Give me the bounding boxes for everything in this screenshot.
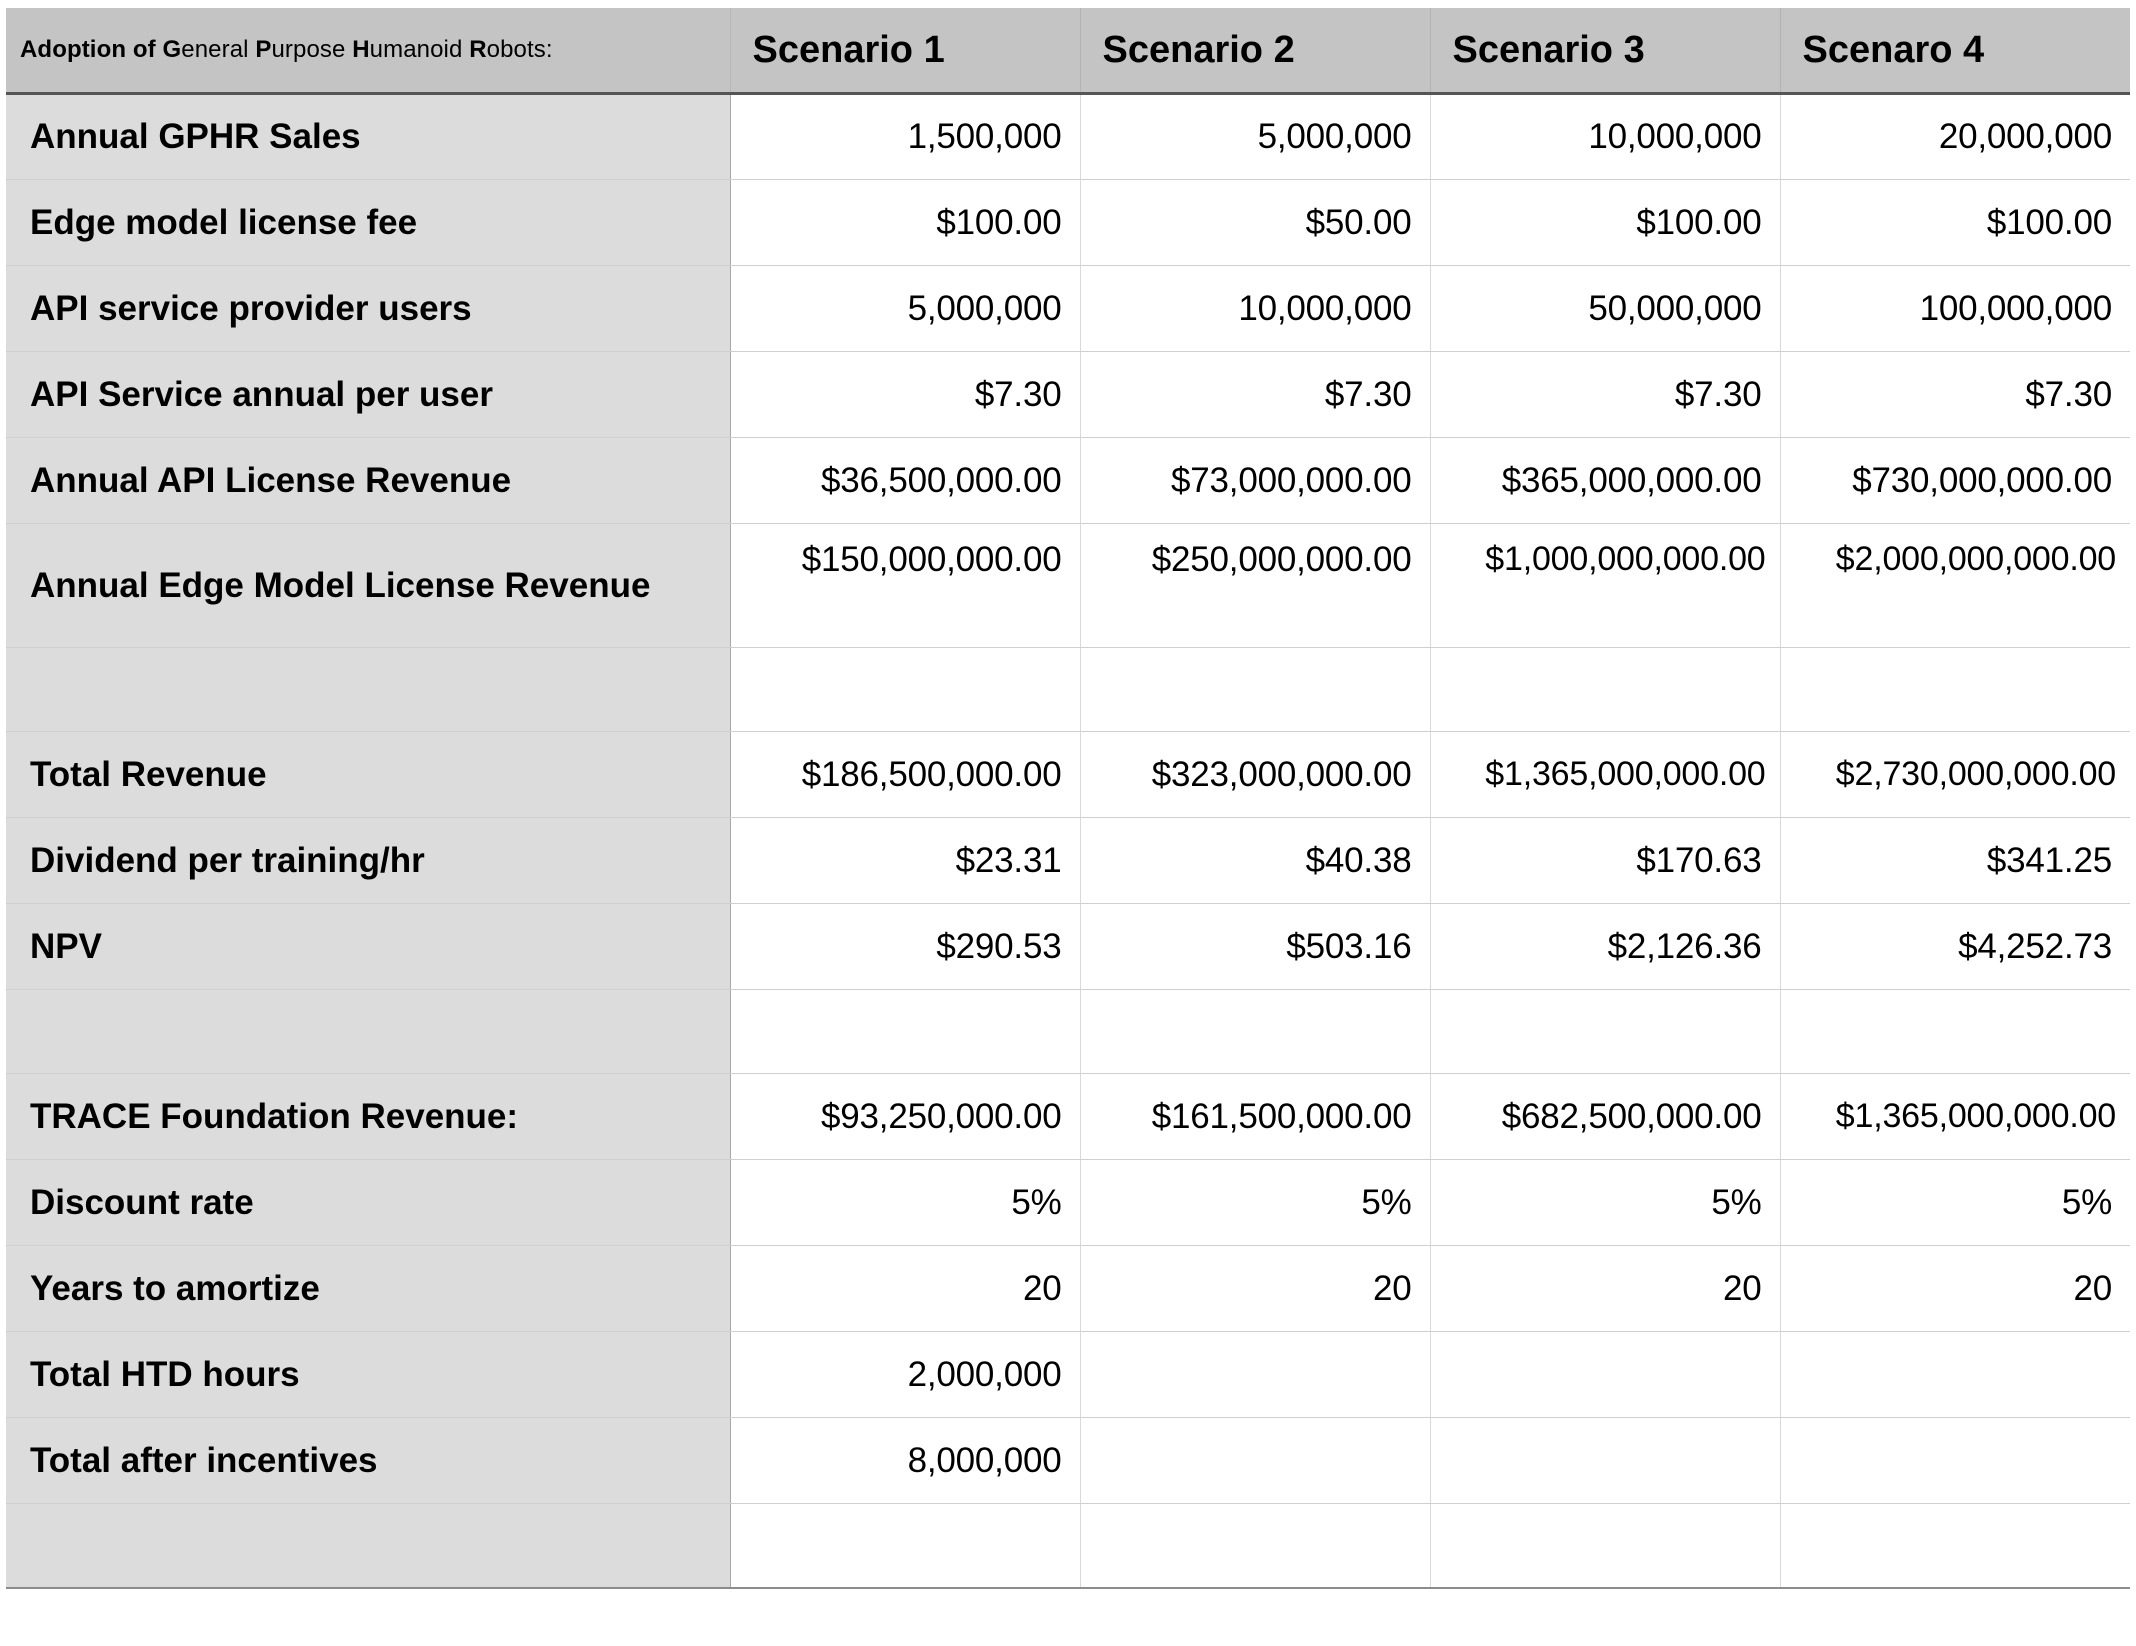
cell-r6-c1[interactable] <box>730 648 1080 732</box>
cell-r16-c2[interactable] <box>1080 1504 1430 1588</box>
cell-r12-c3[interactable]: 5% <box>1430 1160 1780 1246</box>
cell-r15-c4[interactable] <box>1780 1418 2130 1504</box>
scenario-comparison-table <box>6 8 2130 1589</box>
cell-r12-c4[interactable]: 5% <box>1780 1160 2130 1246</box>
table-spacer-row <box>6 648 2130 732</box>
table-row <box>6 818 2130 904</box>
cell-r3-c4[interactable]: $7.30 <box>1780 352 2130 438</box>
cell-r14-c2[interactable] <box>1080 1332 1430 1418</box>
cell-r14-c4[interactable] <box>1780 1332 2130 1418</box>
cell-r9-c2[interactable]: $503.16 <box>1080 904 1430 990</box>
table-row <box>6 1418 2130 1504</box>
column-header-scenario-3[interactable]: Scenario 3 <box>1430 8 1780 94</box>
cell-r9-c4[interactable]: $4,252.73 <box>1780 904 2130 990</box>
cell-r7-c1[interactable]: $186,500,000.00 <box>730 732 1080 818</box>
table-row <box>6 1246 2130 1332</box>
cell-r7-c2[interactable]: $323,000,000.00 <box>1080 732 1430 818</box>
cell-r5-c1[interactable]: $150,000,000.00 <box>730 524 1080 648</box>
row-label[interactable] <box>6 648 730 732</box>
cell-r7-c4[interactable]: $2,730,000,000.00 <box>1780 732 2130 818</box>
cell-r13-c4[interactable]: 20 <box>1780 1246 2130 1332</box>
cell-r4-c3[interactable]: $365,000,000.00 <box>1430 438 1780 524</box>
table-row <box>6 524 2130 648</box>
cell-r13-c1[interactable]: 20 <box>730 1246 1080 1332</box>
cell-r14-c3[interactable] <box>1430 1332 1780 1418</box>
row-label[interactable]: API service provider users <box>6 266 730 352</box>
row-label[interactable]: Years to amortize <box>6 1246 730 1332</box>
row-label[interactable]: NPV <box>6 904 730 990</box>
table-row <box>6 732 2130 818</box>
table-row <box>6 904 2130 990</box>
table-header-row <box>6 8 2130 94</box>
cell-r13-c3[interactable]: 20 <box>1430 1246 1780 1332</box>
cell-r16-c1[interactable] <box>730 1504 1080 1588</box>
table-row <box>6 94 2130 180</box>
row-label[interactable]: TRACE Foundation Revenue: <box>6 1074 730 1160</box>
cell-r16-c4[interactable] <box>1780 1504 2130 1588</box>
cell-r11-c4[interactable]: $1,365,000,000.00 <box>1780 1074 2130 1160</box>
cell-r2-c1[interactable]: 5,000,000 <box>730 266 1080 352</box>
cell-r4-c2[interactable]: $73,000,000.00 <box>1080 438 1430 524</box>
cell-r5-c4[interactable]: $2,000,000,000.00 <box>1780 524 2130 648</box>
cell-r2-c2[interactable]: 10,000,000 <box>1080 266 1430 352</box>
cell-r0-c1[interactable]: 1,500,000 <box>730 94 1080 180</box>
cell-r10-c1[interactable] <box>730 990 1080 1074</box>
cell-r11-c2[interactable]: $161,500,000.00 <box>1080 1074 1430 1160</box>
cell-r0-c4[interactable]: 20,000,000 <box>1780 94 2130 180</box>
row-label[interactable] <box>6 1504 730 1588</box>
row-label[interactable]: Total after incentives <box>6 1418 730 1504</box>
table-spacer-row <box>6 990 2130 1074</box>
cell-r7-c3[interactable]: $1,365,000,000.00 <box>1430 732 1780 818</box>
cell-r9-c3[interactable]: $2,126.36 <box>1430 904 1780 990</box>
cell-r9-c1[interactable]: $290.53 <box>730 904 1080 990</box>
cell-r5-c3[interactable]: $1,000,000,000.00 <box>1430 524 1780 648</box>
cell-r3-c2[interactable]: $7.30 <box>1080 352 1430 438</box>
column-header-scenario-2[interactable]: Scenario 2 <box>1080 8 1430 94</box>
cell-r2-c3[interactable]: 50,000,000 <box>1430 266 1780 352</box>
cell-r15-c3[interactable] <box>1430 1418 1780 1504</box>
row-label[interactable]: Total HTD hours <box>6 1332 730 1418</box>
cell-r8-c2[interactable]: $40.38 <box>1080 818 1430 904</box>
cell-r6-c4[interactable] <box>1780 648 2130 732</box>
column-header-scenario-1[interactable]: Scenario 1 <box>730 8 1080 94</box>
table-title-cell <box>6 8 730 94</box>
table-row <box>6 438 2130 524</box>
row-label[interactable]: Edge model license fee <box>6 180 730 266</box>
cell-r6-c3[interactable] <box>1430 648 1780 732</box>
cell-r3-c1[interactable]: $7.30 <box>730 352 1080 438</box>
cell-r1-c1[interactable]: $100.00 <box>730 180 1080 266</box>
row-label[interactable]: Discount rate <box>6 1160 730 1246</box>
cell-r10-c4[interactable] <box>1780 990 2130 1074</box>
cell-r3-c3[interactable]: $7.30 <box>1430 352 1780 438</box>
cell-r15-c2[interactable] <box>1080 1418 1430 1504</box>
cell-r13-c2[interactable]: 20 <box>1080 1246 1430 1332</box>
cell-r2-c4[interactable]: 100,000,000 <box>1780 266 2130 352</box>
table-title-text: Adoption of General Purpose Humanoid Robots: <box>20 36 553 63</box>
cell-r5-c2[interactable]: $250,000,000.00 <box>1080 524 1430 648</box>
cell-r0-c3[interactable]: 10,000,000 <box>1430 94 1780 180</box>
cell-r6-c2[interactable] <box>1080 648 1430 732</box>
table-row <box>6 1074 2130 1160</box>
cell-r11-c3[interactable]: $682,500,000.00 <box>1430 1074 1780 1160</box>
cell-r14-c1[interactable]: 2,000,000 <box>730 1332 1080 1418</box>
cell-r1-c3[interactable]: $100.00 <box>1430 180 1780 266</box>
column-header-scenario-4[interactable]: Scenaro 4 <box>1780 8 2130 94</box>
table-row <box>6 1332 2130 1418</box>
cell-r4-c4[interactable]: $730,000,000.00 <box>1780 438 2130 524</box>
cell-r15-c1[interactable]: 8,000,000 <box>730 1418 1080 1504</box>
row-label[interactable] <box>6 990 730 1074</box>
cell-r10-c3[interactable] <box>1430 990 1780 1074</box>
row-label[interactable]: Dividend per training/hr <box>6 818 730 904</box>
cell-r0-c2[interactable]: 5,000,000 <box>1080 94 1430 180</box>
cell-r8-c3[interactable]: $170.63 <box>1430 818 1780 904</box>
cell-r8-c1[interactable]: $23.31 <box>730 818 1080 904</box>
table-row <box>6 180 2130 266</box>
table-row <box>6 1160 2130 1246</box>
cell-r12-c1[interactable]: 5% <box>730 1160 1080 1246</box>
table-spacer-row <box>6 1504 2130 1588</box>
cell-r1-c2[interactable]: $50.00 <box>1080 180 1430 266</box>
cell-r10-c2[interactable] <box>1080 990 1430 1074</box>
table-row <box>6 266 2130 352</box>
row-label[interactable]: Total Revenue <box>6 732 730 818</box>
cell-r12-c2[interactable]: 5% <box>1080 1160 1430 1246</box>
row-label[interactable]: Annual Edge Model License Revenue <box>6 524 730 648</box>
spreadsheet-container <box>0 8 2136 1589</box>
cell-r16-c3[interactable] <box>1430 1504 1780 1588</box>
row-label[interactable]: Annual API License Revenue <box>6 438 730 524</box>
row-label[interactable]: Annual GPHR Sales <box>6 94 730 180</box>
cell-r4-c1[interactable]: $36,500,000.00 <box>730 438 1080 524</box>
cell-r11-c1[interactable]: $93,250,000.00 <box>730 1074 1080 1160</box>
cell-r1-c4[interactable]: $100.00 <box>1780 180 2130 266</box>
cell-r8-c4[interactable]: $341.25 <box>1780 818 2130 904</box>
table-row <box>6 352 2130 438</box>
row-label[interactable]: API Service annual per user <box>6 352 730 438</box>
